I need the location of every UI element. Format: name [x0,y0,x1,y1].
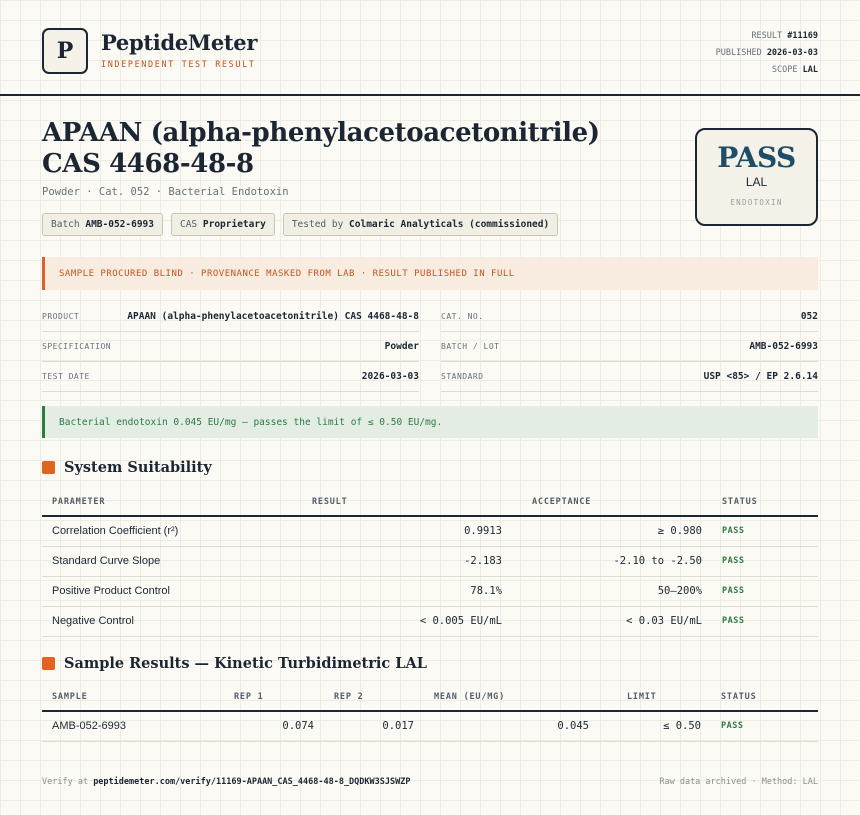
info-row-test-date [42,362,419,392]
verify-prefix: Verify at [42,777,89,787]
result-cell: 78.1% [312,576,512,606]
mean-cell: 0.045 [424,711,599,741]
page-subtitle: Powder · Cat. 052 · Bacterial Endotoxin [42,186,289,198]
acceptance-cell: < 0.03 EU/mL [512,606,712,636]
column-header: ACCEPTANCE [512,489,712,516]
meta-scope-value: LAL [802,65,818,75]
report-footer [42,777,818,787]
info-value: AMB-052-6993 [749,341,818,352]
chip-value: Colmaric Analyticals (commissioned) [349,219,550,230]
info-row-standard [441,362,818,392]
column-header: REP 2 [324,684,424,711]
suitability-table [42,489,818,637]
info-label: BATCH / LOT [441,342,500,351]
blind-notice-banner: SAMPLE PROCURED BLIND · PROVENANCE MASKED FROM LAB · RESULT PUBLISHED IN FULL [42,257,818,290]
report-meta [716,28,818,79]
column-header: RESULT [312,489,512,516]
batch-chip [42,213,163,236]
column-header: STATUS [711,684,818,711]
cas-chip [171,213,275,236]
section-title-text: Sample Results — Kinetic Turbidimetric LAL [64,655,427,672]
sample-cell: AMB-052-6993 [42,711,224,741]
parameter-cell: Standard Curve Slope [42,546,312,576]
acceptance-cell: 50–200% [512,576,712,606]
column-header: REP 1 [224,684,324,711]
info-row-batch-lot [441,332,818,362]
status-badge: PASS [712,516,818,546]
verdict-scope: ENDOTOXIN [730,198,783,207]
info-row-product [42,302,419,332]
chip-row [42,213,558,236]
info-value: APAAN (alpha-phenylacetoacetonitrile) CAS 4468-48-8 [127,311,419,322]
info-label: CAT. NO. [441,312,484,321]
table-row [42,606,818,636]
table-row [42,576,818,606]
acceptance-cell: -2.10 to -2.50 [512,546,712,576]
info-label: SPECIFICATION [42,342,112,351]
meta-published [716,45,818,62]
column-header: LIMIT [599,684,711,711]
samples-section-title [42,655,427,672]
table-header-row [42,489,818,516]
meta-published-value: 2026-03-03 [766,48,818,58]
info-value: USP <85> / EP 2.6.14 [703,371,818,382]
verify-text [42,777,410,787]
verdict-badge [695,128,818,226]
table-row [42,516,818,546]
status-badge: PASS [712,606,818,636]
meta-scope [716,62,818,79]
status-badge: PASS [712,546,818,576]
info-label: STANDARD [441,372,484,381]
sample-results-table [42,684,818,742]
meta-result [716,28,818,45]
footer-archive-note: Raw data archived · Method: LAL [659,777,818,787]
meta-scope-label: SCOPE [771,65,798,75]
status-badge: PASS [711,711,818,741]
section-marker-icon [42,657,55,670]
acceptance-cell: ≥ 0.980 [512,516,712,546]
verdict-method: LAL [745,175,768,189]
tested-by-chip [283,213,558,236]
column-header: SAMPLE [42,684,224,711]
table-row [42,711,818,741]
info-row-cat-no [441,302,818,332]
parameter-cell: Negative Control [42,606,312,636]
column-header: PARAMETER [42,489,312,516]
info-value: Powder [384,341,419,352]
section-title-text: System Suitability [64,459,212,476]
result-cell: 0.9913 [312,516,512,546]
result-cell: -2.183 [312,546,512,576]
table-row [42,546,818,576]
column-header: STATUS [712,489,818,516]
rep1-cell: 0.074 [224,711,324,741]
chip-value: Proprietary [202,219,266,230]
limit-cell: ≤ 0.50 [599,711,711,741]
info-grid-left [42,302,419,392]
conclusion-banner: Bacterial endotoxin 0.045 EU/mg — passes the limit of ≤ 0.50 EU/mg. [42,406,818,438]
info-grid-right [441,302,818,392]
brand-tagline: INDEPENDENT TEST RESULT [101,60,256,70]
info-label: TEST DATE [42,372,90,381]
brand-name: PeptideMeter [101,30,258,55]
chip-value: AMB-052-6993 [85,219,154,230]
info-value: 2026-03-03 [361,371,419,382]
suitability-section-title [42,459,212,476]
table-header-row [42,684,818,711]
page-title: APAAN (alpha-phenylacetoacetonitrile) CAS 4468-48-8 [42,118,600,179]
info-value: 052 [800,311,818,322]
verdict-word: PASS [717,141,796,174]
verify-link[interactable]: peptidemeter.com/verify/11169-APAAN_CAS_4468-48-8_DQDKW3SJSWZP [93,777,411,787]
info-label: PRODUCT [42,312,80,321]
info-row-specification [42,332,419,362]
status-badge: PASS [712,576,818,606]
meta-result-value: #11169 [787,31,818,41]
column-header: MEAN (EU/MG) [424,684,599,711]
brand-logo: P [42,28,88,74]
section-marker-icon [42,461,55,474]
parameter-cell: Positive Product Control [42,576,312,606]
parameter-cell: Correlation Coefficient (r²) [42,516,312,546]
report-header [0,0,860,96]
chip-label: CAS [179,219,198,230]
meta-published-label: PUBLISHED [715,48,762,58]
chip-label: Batch [51,219,80,230]
rep2-cell: 0.017 [324,711,424,741]
chip-label: Tested by [291,219,344,230]
result-cell: < 0.005 EU/mL [312,606,512,636]
meta-result-label: RESULT [751,31,783,41]
